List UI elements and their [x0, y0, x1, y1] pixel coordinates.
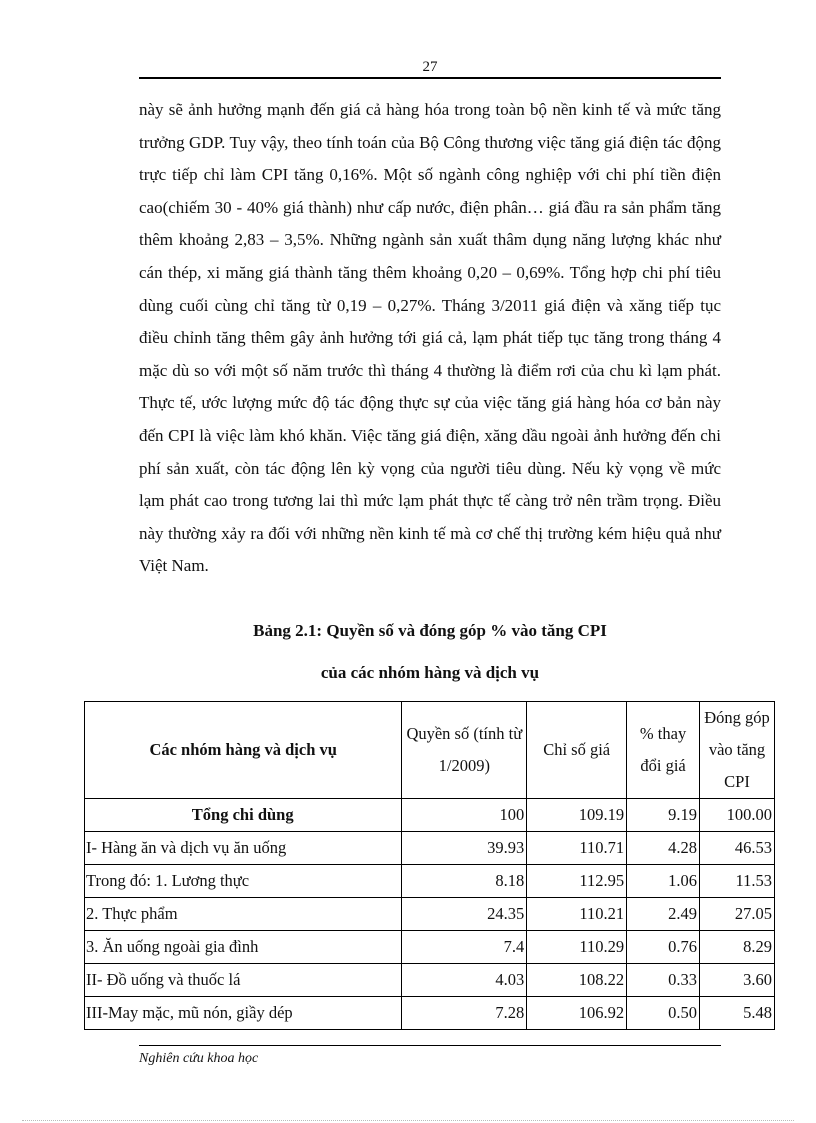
table-row	[85, 931, 775, 964]
row-weight: 4.03	[402, 964, 527, 997]
row-name: II- Đồ uống và thuốc lá	[85, 964, 402, 997]
table-row	[85, 964, 775, 997]
row-price-index: 110.29	[527, 931, 627, 964]
row-weight: 7.4	[402, 931, 527, 964]
row-weight: 8.18	[402, 865, 527, 898]
table-title: Bảng 2.1: Quyền số và đóng góp % vào tăng CPI	[253, 621, 607, 640]
body-text	[139, 94, 721, 583]
body-paragraph: này sẽ ảnh hưởng mạnh đến giá cả hàng hóa trong toàn bộ nền kinh tế và mức tăng trưởng GDP. Tuy vậy, theo tính toán của Bộ Công thương việc tăng giá điện tác động trực tiếp chỉ làm CPI tăng 0,16%. Một số ngành công nghiệp với chi phí tiền điện cao(chiếm 30 - 40% giá thành) như cấp nước, điện phân… giá đầu ra sản phẩm tăng thêm khoảng 2,83 – 3,5%. Những ngành sản xuất thâm dụng năng lượng khác như cán thép, xi măng giá thành tăng thêm khoảng 0,20 – 0,69%. Tổng hợp chi phí tiêu dùng cuối cùng chỉ tăng từ 0,19 – 0,27%. Tháng 3/2011 giá điện và xăng tiếp tục điều chỉnh tăng thêm gây ảnh hưởng tới giá cả, lạm phát tiếp tục tăng trong tháng 4 mặc dù so với một số năm trước thì tháng 4 thường là điểm rơi của chu kì lạm phát. Thực tế, ước lượng mức độ tác động thực sự của việc tăng giá hàng hóa cơ bản này đến CPI là việc làm khó khăn. Việc tăng giá điện, xăng dầu ngoài ảnh hưởng đến chi phí sản xuất, còn tác động lên kỳ vọng của người tiêu dùng. Nếu kỳ vọng về mức lạm phát cao trong tương lai thì mức lạm phát thực tế càng trở nên trầm trọng. Điều này thường xảy ra đối với những nền kinh tế mà cơ chế thị trường kém hiệu quả như Việt Nam.	[139, 100, 721, 576]
table-row	[85, 997, 775, 1030]
row-contribution: 100.00	[700, 799, 775, 832]
row-name: III-May mặc, mũ nón, giầy dép	[85, 997, 402, 1030]
row-pct-change: 0.50	[627, 997, 700, 1030]
row-name: 2. Thực phẩm	[85, 898, 402, 931]
row-pct-change: 1.06	[627, 865, 700, 898]
row-pct-change: 0.76	[627, 931, 700, 964]
table-row	[85, 799, 775, 832]
row-price-index: 108.22	[527, 964, 627, 997]
row-price-index: 106.92	[527, 997, 627, 1030]
table-row	[85, 865, 775, 898]
row-weight: 39.93	[402, 832, 527, 865]
row-pct-change: 4.28	[627, 832, 700, 865]
row-weight: 7.28	[402, 997, 527, 1030]
row-weight: 24.35	[402, 898, 527, 931]
header-rule	[139, 77, 721, 79]
row-pct-change: 9.19	[627, 799, 700, 832]
table-row	[85, 898, 775, 931]
row-price-index: 110.71	[527, 832, 627, 865]
row-contribution: 8.29	[700, 931, 775, 964]
row-price-index: 112.95	[527, 865, 627, 898]
header-pct-change: % thay đổi giá	[627, 702, 700, 799]
header-group: Các nhóm hàng và dịch vụ	[85, 702, 402, 799]
row-contribution: 5.48	[700, 997, 775, 1030]
footer-text: Nghiên cứu khoa học	[139, 1051, 259, 1066]
table-row	[85, 832, 775, 865]
page-edge	[22, 1120, 794, 1121]
row-contribution: 3.60	[700, 964, 775, 997]
table-subtitle: của các nhóm hàng và dịch vụ	[320, 663, 540, 682]
header-price-index: Chỉ số giá	[527, 702, 627, 799]
cpi-contribution-table	[84, 701, 775, 1030]
footer-rule	[139, 1045, 721, 1046]
row-contribution: 46.53	[700, 832, 775, 865]
row-contribution: 27.05	[700, 898, 775, 931]
row-pct-change: 2.49	[627, 898, 700, 931]
row-name: Tổng chi dùng	[85, 799, 402, 832]
row-name: I- Hàng ăn và dịch vụ ăn uống	[85, 832, 402, 865]
header-weight: Quyền số (tính từ 1/2009)	[402, 702, 527, 799]
row-contribution: 11.53	[700, 865, 775, 898]
page-number: 27	[422, 59, 438, 75]
row-name: Trong đó: 1. Lương thực	[85, 865, 402, 898]
row-pct-change: 0.33	[627, 964, 700, 997]
row-weight: 100	[402, 799, 527, 832]
table-header-row	[85, 702, 775, 799]
header-contribution: Đóng góp vào tăng CPI	[700, 702, 775, 799]
row-price-index: 110.21	[527, 898, 627, 931]
row-name: 3. Ăn uống ngoài gia đình	[85, 931, 402, 964]
row-price-index: 109.19	[527, 799, 627, 832]
